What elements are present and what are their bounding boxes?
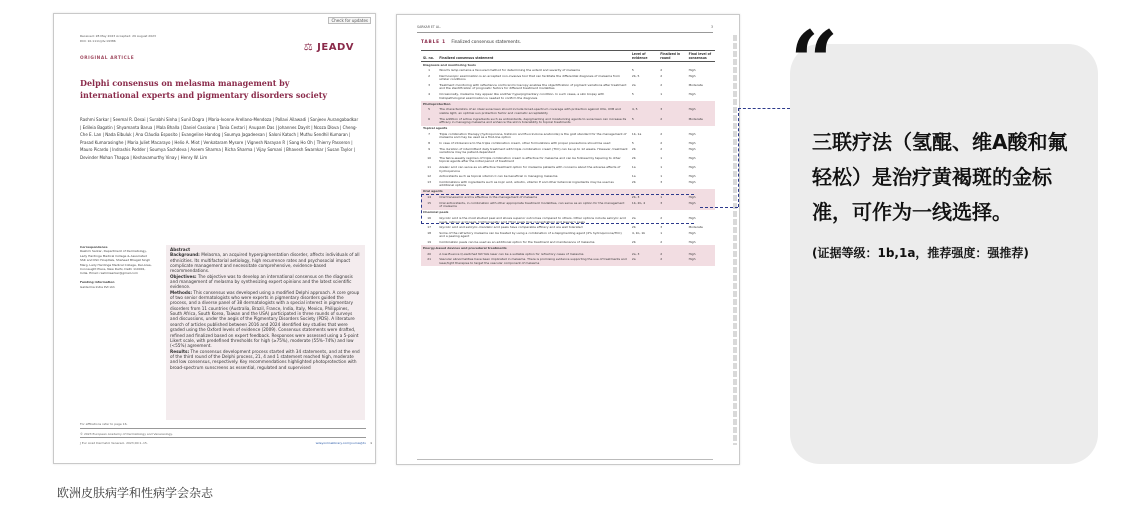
- consensus-level: High: [687, 252, 715, 258]
- finalized-round: 1: [660, 164, 663, 169]
- consensus-level: High: [688, 155, 696, 160]
- author-list: Rashmi Sarkar | Seemal R. Desai | Surabhi Sinha | Sunil Dogra | Maria-Ivonne Arellano-Mendoza | Pallavi Ailawadi | Sanjeev Aurangabadkar | Edileia Bagatin | Shyamanta Barua | Mala Bhalla | Daniel Cassiano | Tania Cestari | Anupam Das | Johannes Dayrit | Ncoza Dlova | Cheng-Che E. Lan | Nada Elbuluk | Ana Cláudia Esposito | Evangeline Handog | Soumya Jagadeesan | Saloni Katoch | Muthu Sendhil Kumaran | Prasad Kumarasinghe | Maria Juliet Macarayo | Helio A. Miot | Venkataram Mysore | Vignesh Narayan R | Sang Ho Oh | Thierry Passeron | Mauro Picardo | Indrashis Podder | Soumya Sachdeva | Aseem Sharma | Richa Sharma | Vijay Somani | Bhavesh Swarnkar | Susan Taylor | Devinder Mohan Thappa | Keshavamurthy Vinay | Henry W. Lim: [80, 117, 359, 160]
- callout-main-text: 三联疗法（氢醌、维A酸和氟轻松）是治疗黄褐斑的金标准，可作为一线选择。: [812, 130, 1068, 224]
- finalized-round: 3: [658, 201, 686, 210]
- abstract-methods: This consensus was developed using a modified Delphi approach. A core group of two senior dermatologists who were experts in pigmentary disorders guided the process, and a diverse panel of 38 dermatologists with a special interest in pigmentary disorders from 11 countries (Australia, Brazil, France, India, Italy, Mexico, Philippines, South Africa, South Korea, Taiwan and the USA) participated in three rounds of surveys and discussions, under the aegis of the Pigmentary Disorders Society (PDS). A literature search of articles published between 2016 and 2024 identified key studies that were graded using the Oxford levels of evidence (2009). Consensus statements were drafted, refined and finalized based on expert feedback. Responses were assessed using a 5-point Likert scale, with predefined thresholds for high (≥75%), moderate (55%–74%) and low (<55%) agreement.: [170, 289, 360, 349]
- finalized-round: 2: [660, 239, 663, 244]
- running-head-authors: SARKAR ET AL.: [417, 25, 441, 29]
- journal-logo-icon: ⚖: [303, 42, 314, 53]
- page-footer: [80, 441, 372, 445]
- table-row: [421, 117, 715, 126]
- consensus-level: High: [688, 146, 696, 151]
- finalized-round: 2: [660, 215, 663, 220]
- funding-text: Galderma India Pvt Ltd.: [80, 284, 116, 289]
- level-of-evidence: 2b: [631, 179, 636, 184]
- finalized-round: 2: [660, 146, 663, 151]
- statement-text: Occasionally, melasma may appear like another hyperpigmentary condition. In such cases, a skin biopsy with histopathological examination is needed to confirm the diagnosis: [439, 92, 605, 100]
- statement-number: 16: [427, 215, 432, 220]
- finalized-round: 1: [660, 92, 663, 97]
- callout-evidence-note: (证据等级：1b,1a，推荐强度：强推荐): [812, 246, 1029, 260]
- level-of-evidence: 2b: [631, 155, 636, 160]
- finalized-round: 2: [660, 141, 663, 145]
- page-number: 3: [710, 25, 713, 29]
- table-row: [421, 156, 715, 165]
- consensus-table: [421, 50, 715, 266]
- section-heading: Chemical peels: [423, 210, 449, 215]
- table-row: [421, 83, 715, 92]
- table-caption: [421, 40, 521, 45]
- consensus-level: Moderate: [688, 82, 703, 87]
- quote-mark-icon: “: [790, 12, 839, 111]
- level-of-evidence: 2b, 3: [630, 195, 658, 201]
- statement-number: 15: [421, 201, 437, 210]
- level-of-evidence: 5: [630, 117, 658, 126]
- table-row: [421, 92, 715, 101]
- statement-number: 9: [428, 146, 431, 151]
- table-row: [421, 231, 715, 240]
- finalized-round: 2: [660, 68, 663, 73]
- abstract-box: [166, 245, 365, 420]
- side-margin-text: [733, 35, 737, 445]
- level-of-evidence: 2b: [631, 239, 636, 244]
- correspondence-text: Rashmi Sarkar, Department of Dermatology, Lady Hardinge Medical College & Associated SSK and KSC Hospitals, Shaheed Bhagat Singh Marg, Lady Hardinge Medical College, Del-Area, Connaught Place, New Delhi, Delhi 110001, India. Email: rashmisarkar@gmail.com: [80, 249, 152, 276]
- table-row: [421, 74, 715, 83]
- connector-line: [738, 108, 739, 207]
- received-dates: Received: 28 May 2023 Accepted: 29 August 2023: [80, 34, 156, 38]
- abstract-results-label: Results:: [170, 348, 190, 354]
- statement-number: 21: [421, 257, 437, 266]
- finalized-round: 2: [660, 131, 663, 136]
- statement-number: 5: [421, 107, 437, 116]
- abstract-heading: Abstract: [170, 247, 191, 252]
- statement-number: 7: [428, 131, 431, 136]
- abstract-background: Melasma, an acquired hyperpigmentation disorder, affects individuals of all ethnicities. Its multifactorial aetiology, high recurrence rates and psychosocial impact complicate management and necessitate comprehensive, evidence-based recommendations.: [170, 252, 360, 274]
- abstract-objectives-label: Objectives:: [170, 273, 197, 279]
- level-of-evidence: 2b: [631, 225, 636, 230]
- statement-text: A low-fluence Q-switched Nd:YAG laser can be a suitable option for refractory cases of melasma: [437, 252, 630, 258]
- connector-line: [700, 207, 738, 208]
- finalized-round: 1: [660, 155, 663, 160]
- consensus-level: High: [688, 131, 696, 136]
- consensus-level: High: [687, 201, 715, 210]
- statement-number: 13: [427, 179, 432, 184]
- consensus-level: High: [687, 195, 715, 201]
- statement-text: Combinations with ingredients such as kojic acid, arbutin, vitamin E and other botanical ingredients may be used as additional options: [439, 179, 614, 188]
- statement-number: 17: [427, 225, 432, 230]
- article-table-page: [396, 14, 740, 465]
- article-first-page: [53, 13, 376, 464]
- section-heading: Diagnosis and monitoring tools: [423, 62, 476, 67]
- table-row: [421, 165, 715, 174]
- finalized-round: 1: [658, 195, 686, 201]
- doi: DOI: 10.1111/jdv.19386: [80, 39, 116, 43]
- finalized-round: 1: [660, 174, 663, 179]
- finalized-round: 2: [658, 252, 686, 258]
- level-of-evidence: 2a: [631, 82, 636, 87]
- consensus-level: High: [688, 230, 696, 235]
- page-footer-line: [417, 459, 713, 460]
- statement-text: The twice-weekly regimen of triple combination cream is effective for melasma and can be followed by tapering to other topical agents after the initial period of treatment: [439, 155, 621, 164]
- col-header-level: Level of evidence: [630, 51, 658, 62]
- level-of-evidence: 2a: [631, 215, 636, 220]
- divider: [80, 437, 366, 438]
- statement-text: Glycolic acid is the most studied peel and shows superior outcomes compared to others. Other options include salicylic acid peels, retinoic acid peels, trichloroacetic acid (TCA) peels (low concentration) and Jessner's peels: [439, 215, 626, 224]
- statement-text: Wood's lamp remains a favoured method for determining the extent and severity of melasma: [439, 68, 581, 73]
- statement-number: 19: [427, 239, 432, 244]
- statement-text: Triple combination therapy (hydroquinone, tretinoin and fluocinolone acetonide) is the gold standard for the management of melasma and may be used as a first-line option: [439, 131, 627, 140]
- correspondence-heading: Correspondence: [80, 245, 108, 249]
- level-of-evidence: 2a: [630, 257, 658, 266]
- page-number: 1: [370, 441, 372, 445]
- abstract-results: The consensus development process started with 34 statements, and at the end of the third round of the Delphi process, 21, 4 and 1 statement reached high, moderate and low consensus, respectively. Key recommendations highlighted photoprotection with broad-spectrum sunscreens as essential, regulated and supervised: [170, 348, 360, 370]
- check-for-updates-badge[interactable]: Check for updates: [328, 17, 371, 24]
- table-title: Finalized consensus statements.: [451, 40, 522, 45]
- level-of-evidence: 2b, 5: [631, 73, 640, 78]
- finalized-round: 2: [660, 82, 663, 87]
- table-row: [421, 132, 715, 141]
- statement-number: 6: [421, 117, 437, 126]
- consensus-level: High: [688, 141, 696, 145]
- finalized-round: 1: [660, 230, 663, 235]
- running-head: [417, 25, 713, 33]
- col-header-statement: Finalized consensus statement: [437, 51, 630, 62]
- statement-text: Vascular abnormalities have been implicated in melasma. There is promising evidence supporting the use of treatments and laser/light therapies to target the vascular component of melasma: [437, 257, 630, 266]
- consensus-level: High: [688, 73, 696, 78]
- consensus-level: High: [687, 107, 715, 116]
- connector-line: [738, 108, 790, 109]
- consensus-level: High: [687, 257, 715, 266]
- level-of-evidence: 5: [631, 92, 634, 97]
- level-of-evidence: 1b, 1a: [631, 131, 642, 136]
- level-of-evidence: 2b: [631, 146, 636, 151]
- level-of-evidence: 5: [631, 141, 634, 145]
- level-of-evidence: 1b, 2b, 4: [630, 201, 658, 210]
- affiliations-note: For affiliations refer to page 16.: [80, 422, 128, 426]
- finalized-round: 2: [658, 257, 686, 266]
- table-row: [421, 257, 715, 266]
- journal-url-link[interactable]: wileyonlinelibrary.com/journal/jdv: [315, 441, 366, 445]
- consensus-level: High: [688, 174, 696, 179]
- statement-text: Azelaic acid can serve as an effective treatment option for melasma patients with concerns about the adverse effects of hydroquinone: [439, 164, 621, 173]
- table-section-row: [421, 62, 715, 69]
- consensus-level: High: [688, 92, 696, 97]
- journal-logo: [304, 42, 354, 53]
- finalized-round: 2: [660, 73, 663, 78]
- statement-text: Antioxidants such as topical vitamin C can be beneficial in managing melasma: [439, 174, 558, 179]
- table-row: [421, 107, 715, 116]
- abstract-objectives: The objective was to develop an international consensus on the diagnosis and management of melasma by synthesizing expert opinions and the latest scientific evidence.: [170, 273, 353, 290]
- table-row: [421, 147, 715, 156]
- statement-text: The characteristics of an ideal sunscreen should include broad-spectrum coverage with protection against UVA, UVB and visible light, an optimal sun protection factor and cosmetic acceptability: [437, 107, 630, 116]
- col-header-no: Sl. no.: [421, 51, 437, 62]
- statement-text: Glycolic acid and salicylic–mandelic acid peels have comparable efficacy and are well tolerated: [439, 225, 583, 230]
- correspondence-block: [80, 245, 152, 289]
- consensus-level: High: [688, 179, 696, 184]
- level-of-evidence: 2a, 3: [630, 252, 658, 258]
- image-caption: 欧洲皮肤病学和性病学会杂志: [57, 486, 214, 500]
- abstract-methods-label: Methods:: [170, 289, 193, 295]
- statement-number: 12: [427, 174, 432, 179]
- finalized-round: 3: [658, 107, 686, 116]
- statement-text: The addition of active ingredients such as antioxidants, depigmenting and moisturizing agents to sunscreen can increase its efficacy in managing melasma and enhance the skin's tolerability to topical treatments: [437, 117, 630, 126]
- consensus-level: Moderate: [688, 225, 703, 230]
- table-header-row: [421, 51, 715, 62]
- statement-text: Combination peels can be used as an additional option for the treatment and maintenance of melasma: [439, 239, 595, 244]
- journal-logo-text: JEADV: [317, 42, 354, 53]
- level-of-evidence: 4, 5: [630, 107, 658, 116]
- statement-number: 1: [428, 68, 431, 73]
- article-title: Delphi consensus on melasma management by international experts and pigmentary disorders society: [80, 78, 328, 100]
- level-of-evidence: 4, 1b, 1b: [631, 230, 646, 235]
- table-row: [421, 180, 715, 189]
- statement-number: 3: [428, 82, 431, 87]
- statement-text: Dermoscopic examination is an accepted non-invasive tool that can facilitate the differential diagnosis of melasma from similar conditions: [439, 73, 620, 82]
- section-heading: Oral agents: [421, 189, 715, 195]
- statement-number: 14: [421, 195, 437, 201]
- level-of-evidence: 1a: [631, 174, 636, 179]
- consensus-level: High: [688, 239, 696, 244]
- divider: [80, 428, 366, 429]
- statement-text: Oral tranexamic acid is effective in the management of melasma: [437, 195, 630, 201]
- funding-heading: Funding information: [80, 280, 115, 285]
- statement-number: 4: [428, 92, 431, 97]
- statement-text: Treatment monitoring with reflectance confocal microscopy enables the objectification of pigment variations after treatment and the identification of prognostic factors for different treatment modalities: [439, 82, 627, 91]
- journal-citation: J Eur Acad Dermatol Venereol. 2023;00:1–15.: [80, 441, 148, 445]
- finalized-round: 3: [660, 179, 663, 184]
- section-heading: Energy-based devices and procedural treatments: [421, 245, 715, 251]
- statement-number: 11: [427, 164, 432, 169]
- section-heading: Photoprotection: [421, 101, 715, 107]
- level-of-evidence: 5: [631, 68, 634, 73]
- finalized-round: 2: [658, 117, 686, 126]
- consensus-level: Moderate: [687, 117, 715, 126]
- consensus-level: High: [688, 215, 696, 220]
- statement-number: 8: [428, 141, 431, 145]
- consensus-level: High: [688, 68, 696, 73]
- statement-text: The duration of intermittent daily treatment with triple combination cream (TCC) can be up to 12 weeks. However, treatment variations may be patient-dependent: [439, 146, 628, 155]
- finalized-round: 3: [660, 225, 663, 230]
- abstract-background-label: Background:: [170, 252, 200, 258]
- statement-text: Some of the refractory melasma can be treated by using a combination of a depigmenting agent (4% hydroquinone/TCC) and a peeling agent: [439, 230, 622, 239]
- article-type: ORIGINAL ARTICLE: [80, 56, 135, 61]
- col-header-consensus: Final level of consensus: [687, 51, 715, 62]
- highlight-row-7: [421, 194, 694, 224]
- statement-text: Oral antioxidants, in combination with other appropriate treatment modalities, can serve as an option for the management of melasma: [437, 201, 630, 210]
- table-label: TABLE 1: [421, 40, 446, 45]
- level-of-evidence: 1a: [631, 164, 636, 169]
- col-header-round: Finalized in round: [658, 51, 686, 62]
- statement-text: In case of intolerance to the triple combination cream, other formulations with proper precautions should be used: [439, 141, 611, 145]
- statement-number: 10: [427, 155, 432, 160]
- section-heading: Topical agents: [423, 126, 448, 131]
- statement-number: 18: [427, 230, 432, 235]
- copyright: © 2023 European Academy of Dermatology and Venereology.: [80, 432, 173, 436]
- consensus-level: High: [688, 164, 696, 169]
- statement-number: 2: [428, 73, 431, 78]
- statement-number: 20: [421, 252, 437, 258]
